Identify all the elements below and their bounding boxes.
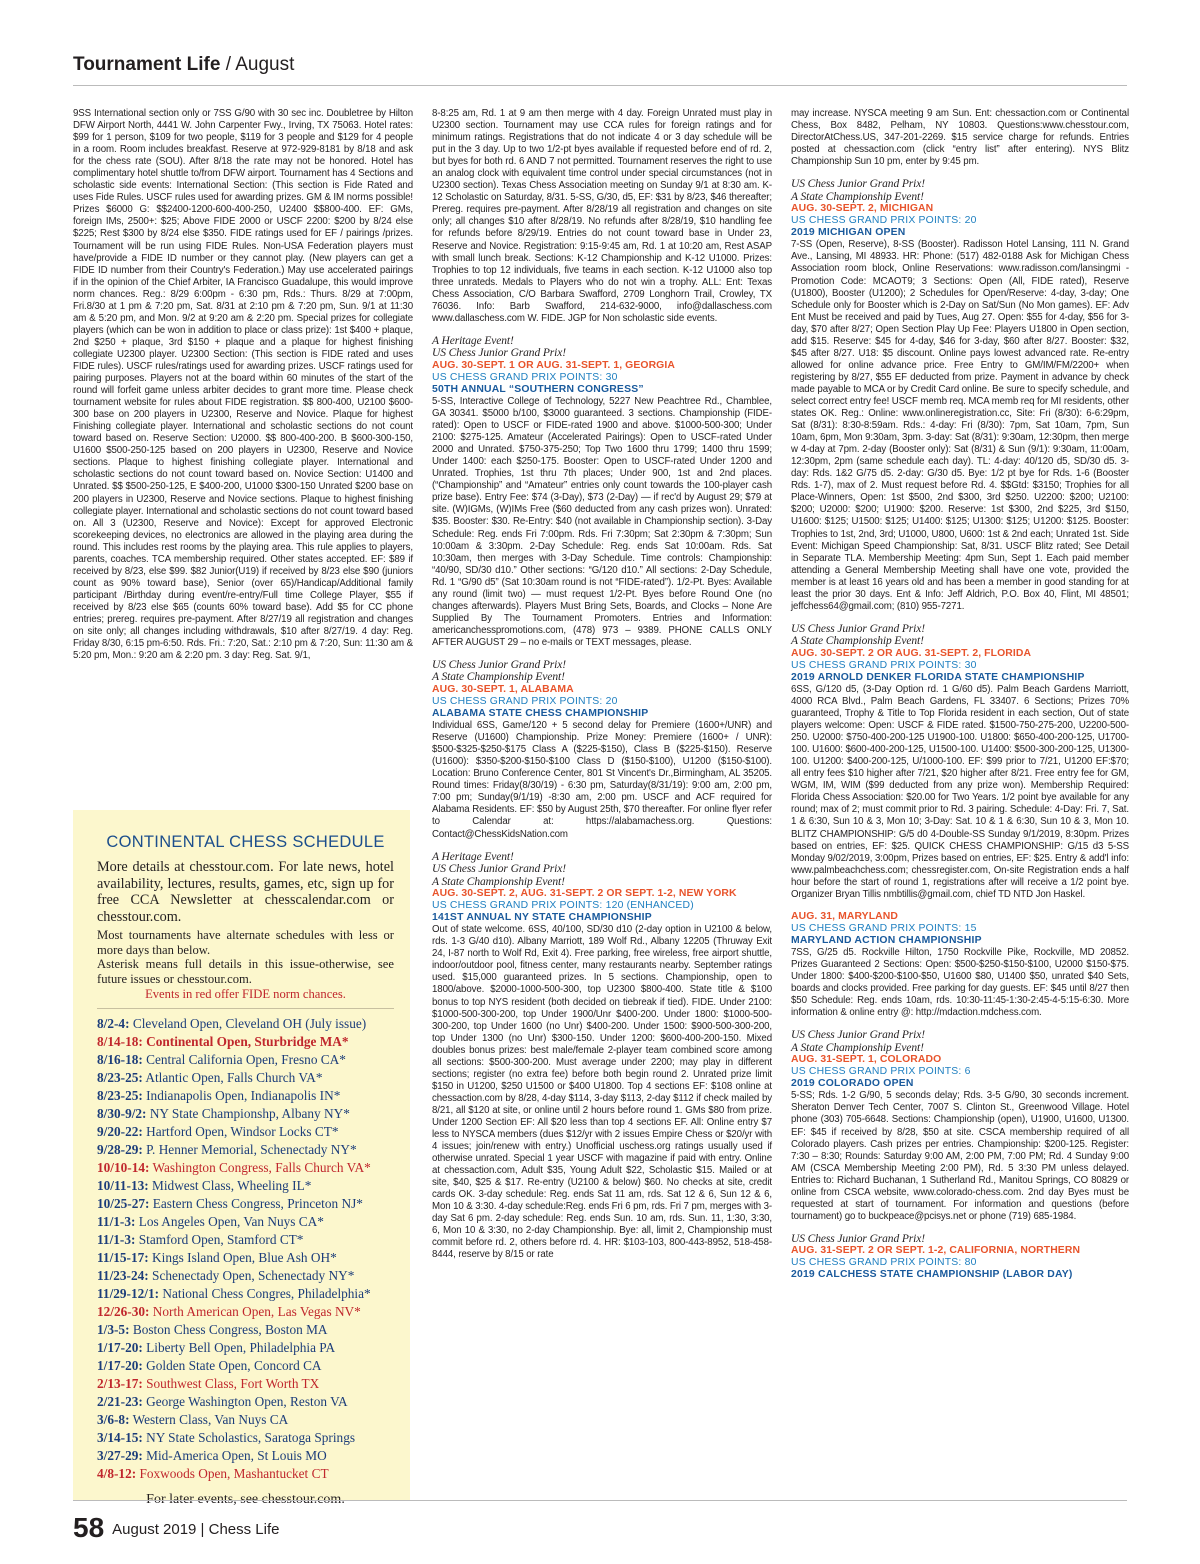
event-name: 2019 COLORADO OPEN: [791, 1078, 914, 1090]
schedule-item-date: 8/14-18:: [97, 1034, 143, 1049]
schedule-item-event: Atlantic Open, Falls Church VA*: [142, 1070, 323, 1085]
schedule-item: [97, 1393, 394, 1411]
schedule-item: [97, 1231, 394, 1249]
schedule-item-event: Boston Chess Congress, Boston MA: [129, 1322, 328, 1337]
schedule-item-event: Golden State Open, Concord CA: [142, 1358, 322, 1373]
schedule-title: CONTINENTAL CHESS SCHEDULE: [106, 833, 385, 851]
schedule-item: [97, 1051, 394, 1069]
schedule-item: [97, 1015, 394, 1033]
schedule-item: [97, 1033, 394, 1051]
grand-prix-points: US CHESS GRAND PRIX POINTS: 30: [432, 371, 618, 383]
event-name: 2019 ARNOLD DENKER FLORIDA STATE CHAMPIONSHIP: [791, 671, 1085, 683]
schedule-item-event: Stamford Open, Stamford CT*: [135, 1232, 304, 1247]
schedule-item-event: Washington Congress, Falls Church VA*: [149, 1160, 371, 1175]
schedule-item-date: 8/23-25:: [97, 1088, 143, 1103]
schedule-item: [97, 1069, 394, 1087]
schedule-item-event: Schenectady Open, Schenectady NY*: [148, 1268, 355, 1283]
schedule-item-date: 3/14-15:: [97, 1430, 143, 1445]
schedule-item-date: 11/1-3:: [97, 1214, 136, 1229]
event-date: AUG. 30-SEPT. 1, ALABAMA: [432, 683, 574, 695]
grand-prix-points: US CHESS GRAND PRIX POINTS: 20: [432, 696, 618, 708]
event-details: Individual 6SS, Game/120 + 5 second delay for Premiere (1600+/UNR) and Reserve (U1600) Championship. Prize Money: Premiere (1600+ / UNR): $500-$325-$250-$175 Class A ($225-$150), Class B ($225-$150). Reserve (U1600): $350-$200-$150-$100 Class D ($150-$100), U1200 ($150-$100). Location: Bruno Conference Center, 801 St Vincent's Dr.,Birmingham, AL 35205. Round times: Friday(8/30/19) - 6:30 pm, Saturday(8/31/19): 9:00 am, 2:00 pm, 7:00 pm; Sunday(9/1/19) -8:30 am, 2:00 pm. USCF and ACF required for Alabama Residents. EF: $50 by August 25th, $70 thereafter. For online flyer refer to Calendar at: https://alabamachess.org. Questions: Contact@ChessKidsNation.com: [432, 720, 772, 840]
tournament-listing: [791, 911, 1129, 1019]
schedule-item-event: Mid-America Open, St Louis MO: [142, 1448, 327, 1463]
section-title: Tournament Life: [73, 54, 221, 75]
schedule-item: [97, 1465, 394, 1483]
grand-prix-points: US CHESS GRAND PRIX POINTS: 80: [791, 1257, 977, 1269]
schedule-item: [97, 1141, 394, 1159]
column-2: [432, 108, 772, 1261]
tournament-listing: [432, 851, 772, 1262]
schedule-item: [97, 1213, 394, 1231]
schedule-item: [97, 1357, 394, 1375]
event-name: 2019 MICHIGAN OPEN: [791, 227, 906, 239]
schedule-item: [97, 1195, 394, 1213]
schedule-item-date: 1/17-20:: [97, 1358, 143, 1373]
schedule-item-date: 10/10-14:: [97, 1160, 150, 1175]
page-number: 58: [73, 1512, 105, 1543]
event-tag: US Chess Junior Grand Prix!: [791, 178, 926, 191]
tournament-listing: [791, 1029, 1129, 1223]
schedule-item-event: NY State Scholastics, Saratoga Springs: [142, 1430, 356, 1445]
event-details: 7-SS (Open, Reserve), 8-SS (Booster). Radisson Hotel Lansing, 111 N. Grand Ave., Lansing, MI 48933. HR: Phone: (517) 482-0188 Ask for Michigan Chess Association room block, Online Reservations: www.radisson.com/lansingmi - Promotion Code: MCAOT9; 3 Sections: Open (All, FIDE rated), Reserve (U1800), Booster (U1200); 2 Schedules for Open/Reserve: 4-day, 3-day; One Schedule only for Booster which is 2-Day on Sat/Sun (No Mon games). EF: Adv Ent Must be received and paid by Tues, Aug 27. Open: $55 for 4-day, $56 for 3-day, $70 after 8/27; Open Section Play Up Fee: Players U1800 in Open section, add $15. Reserve: $45 for 4-day, $46 for 3-day, $60 after 8/27. Booster: $32, $45 after 8/27. U18: $5 discount. Online pays lowest advanced rate. Re-entry allowed for online advance price. Free Entry to GM/IM/FM/2200+ when registering by 8/27, $55 EF deducted from prize. Payment in advance by check made payable to MCA or by Credit Card online. Be sure to specify schedule, and select correct entry fee! USCF memb req. MCA memb req for MI residents, other states OK. Reg.: Online: www.onlineregistration.cc, Site: Fri (8/30): 6-6:29pm, Sat (8/31): 8:30-8:59am. Rds.: 4-day: Fri (8/30): 7pm, Sat 10am, 7pm, Sun 10am, 6pm, Mon 9:30am, 3pm. 3-day: Sat (8/31): 9:30am, 12:30pm, then merge w 4-day at 7pm. 2-day (Booster only): Sat (8/31) & Sun (9/1): 9:30am, 11:00am, 12:30pm, 2pm (same schedule each day). TL: 4-day: 40/120 d5, SD/30 d5. 3-day: Rds. 1&2 G/75 d5. 2-day: G/30 d5. Bye: 1/2 pt bye for Rds. 1-6 (Booster Rds. 1-7), max of 2. Must request before Rd. 4. $$Gtd: $3150; Trophies for all Place-Winners, Open: 1st $500, 2nd $300, 3rd $250. U2200: $200; U2100: $200; U2000: $200; U1900: $200. Reserve: 1st $300, 2nd $225, 3rd $150, U1600: $125; U1500: $125; U1400: $125; U1300: $125; U1200: $125. Booster: Trophies to 1st, 2nd, 3rd; U1000, U800, U600: 1st & 2nd each; Unrated 1st. Side Event: Michigan Speed Championship: Sat, 8/31. USCF Blitz rated; See Detail in Separate TLA. Membership Meeting: 4pm Sun, Sept 1. Each paid member attending a General Membership Meeting shall have one vote, provided the member is at least 16 years old and has been a member in good standing for at least the prior 30 days. Ent & Info: Jeff Aldrich, P.O. Box 40, Flint, MI 48501; jeffchess64@gmail.com; (810) 955-7271.: [791, 239, 1130, 612]
event-date: AUG. 31-SEPT. 2 OR SEPT. 1-2, CALIFORNIA, NORTHERN: [791, 1245, 1081, 1257]
tournament-listing: [791, 1233, 1129, 1282]
schedule-list: [97, 1015, 394, 1483]
tournament-listing: [432, 659, 772, 841]
event-tag: A State Championship Event!: [791, 190, 924, 203]
event-details: 6SS, G/120 d5, (3-Day Option rd. 1 G/60 d5). Palm Beach Gardens Marriott, 4000 RCA Blvd., Palm Beach Gardens, FL 33407. 6 Sections; Prizes 70% guaranteed, Trophy & Title to Top Florida resident in each section, Out of state players welcome: Open: USCF & FIDE rated. $1500-750-275-200, U2200-500-250. U2000: $750-400-200-125 U1900-100. U1800: $650-400-200-125, U1700-100. U1600: $600-400-200-125, U1500-100. U1400: $500-300-200-125, U1300-100. U1200: $400-200-125, U/1000-100. EF: $99 prior to 7/21, U1200 EF:$70; all entry fees $10 higher after 7/21, $20 higher after 8/21. Free entry fee for GM, WGM, IM, WIM ($99 deducted from any prize won). Membership Required: Florida Chess Association: $20.00 for Two Years. 1/2 point bye available for any round; max of 2; must commit prior to Rd. 3 pairing. Schedule: 4-Day: Fri. 7, Sat. 1 & 6:30, Sun 10 & 3, Mon 10; 3-Day: Sat. 10 & 1 & 6:30, Sun 10 & 3, Mon 10. BLITZ CHAMPIONSHIP: G/5 d0 4-Double-SS Sunday 9/1/2019, 8:30pm. Prizes based on entries, EF: $25. QUICK CHESS CHAMPIONSHIP: G/15 d3 5-SS Monday 9/02/2019, 3:00pm, Prizes based on entries, EF: $25. Entry & add'l info: www.palmbeachchess.com; chessregister.com, On-site Registration ends a half hour before the start of round 1, registrations after will receive a 1/2 point bye. Organizer Bryan Tillis nmbtillis@gmail.com, chief TD NTD Jon Haskel.: [791, 683, 1129, 900]
schedule-item-event: Hartford Open, Windsor Locks CT*: [142, 1124, 339, 1139]
texas-event-continuation: 9SS International section only or 7SS G/90 with 30 sec inc. Doubletree by Hilton DFW Airport North, 4441 W. John Carpenter Fwy., Irving, TX 75063. Hotel rates: $99 for 1 person, $109 for two people, $119 for 3 people and $129 for 4 people in a room. Room includes breakfast. Reserve at 972-929-8181 by 8/18 and ask for the chess rate (SOU). After 8/18 the rate may not be honored. Hotel has complimentary hotel shuttle to/from DFW airport. Tournament has 4 Sections and scholastic side events: International Section: (This section is Fide Rated and uses Fide Rules. USCF rules used for awarding prizes. GM & IM norms possible! Prizes $6000 G: $$2400-1200-600-400-250, U2400 $$800-400. EF: GMs, foreign IMs, 2500+: $25; Above FIDE 2000 or USCF 2200: $200 by 8/24 else $225; Rest $300 by 8/24 else $350. FIDE ratings used for EF / pairings /prizes. Tournament will be run using FIDE Rules. Non-USA Federation players must have/provide a FIDE ID number or they cannot play. (New players can get a FIDE ID number from their Country's Federation.) May use accelerated pairings if in the opinion of the Chief Arbiter, IA Francisco Guadalupe, this would improve norm chances. Reg.: 8/29 6:00pm - 6:30 pm, Rds.: Thurs. 8/29 at 7:00pm, Fri.8/30 at 1 pm & 7:20 pm, Sat. 8/31 at 2:10 pm & 7:20 pm, Sun. 9/1 at 11:30 am & 5:20 pm, and Mon. 9/2 at 9:20 am & 2:20 pm. Special prizes for collegiate players (which can be won in addition to place or class prize): 1st $400 + plaque, 2nd $250 + plaque, 3rd $150 + plaque and a plaque for highest finishing collegiate U2300 player. U2300 Section: (This section is FIDE rated and uses FIDE rules). USCF rules/ratings used for awarding prizes. USCF ratings used for pairing purposes. Players not at the board within 60 minutes of the start of the round will forfeit game unless arbiter decides to grant more time. Please check tournament website for rules about FIDE registration. $$ 800-400, U2100 $600-300 base on 200 players in U2300, Reserve and Novice. Plaque for highest Finishing collegiate player. International and scholastic sections do not count toward based on. Reserve Section: U2000. $$ 800-400-200. B $600-300-150, U1600 $500-250-125 based on 200 players in U2300, Reserve and Novice sections. Plaque to highest finishing collegiate player. International and scholastic sections do not count toward based on. Novice Section: U1400 and Unrated. $$ $500-250-125, E $400-200, U1000 $300-150 Unrated $200 base on 200 players in U2300, Reserve and Novice sections. Plaque to highest finishing collegiate player. International and scholastic sections do not count toward based on. All 3 (U2300, Reserve and Novice): Except for approved Electronic scorekeeping devices, no electronics are allowed in the playing area during the round. This includes rest rooms by the playing area. This rule applies to players, parents, coaches. TCA membership required. Other states accepted. EF: $89 if received by 8/23, else $99. $82 Junior(U19) if received by 8/23 else $90 (juniors count as 90% toward base), Senior (over 65)/Handicap/Additional family participant /Birthday during event/re-entry/Full time College Player, $55 if received by 8/23 else $65 (counts 60% toward base). Add $5 for CC phone entries; prereg. requires pre-payment. After 8/27/19 all registration and changes on site only; all changes including withdrawals, $10 after 8/27/19. 4 day: Reg. Friday 8/30, 6:15 pm-6:50. Rds. Fri.: 7:20, Sat.: 2:10 pm & 7:20, Sun: 11:30 am & 5:20 pm, Mon.: 9:20 am & 2:20 pm. 3 day: Reg. Sat. 9/1,: [73, 108, 413, 662]
event-tag: A Heritage Event!: [432, 850, 514, 863]
schedule-item-event: Kings Island Open, Blue Ash OH*: [148, 1250, 337, 1265]
schedule-item-date: 8/30-9/2:: [97, 1106, 147, 1121]
schedule-item-date: 9/20-22:: [97, 1124, 143, 1139]
schedule-item-date: 9/28-29:: [97, 1142, 143, 1157]
column-1: [73, 108, 413, 808]
header-rule: [73, 85, 1127, 86]
schedule-note-fide: Events in red offer FIDE norm chances.: [145, 987, 346, 1001]
event-tag: A State Championship Event!: [432, 671, 565, 684]
schedule-item-date: 8/23-25:: [97, 1070, 143, 1085]
schedule-item-date: 2/21-23:: [97, 1394, 143, 1409]
schedule-item-date: 2/13-17:: [97, 1376, 143, 1391]
event-tag: US Chess Junior Grand Prix!: [432, 658, 567, 671]
schedule-item-date: 11/29-12/1:: [97, 1286, 160, 1301]
event-date: AUG. 30-SEPT. 2, MICHIGAN: [791, 203, 934, 215]
schedule-item: [97, 1339, 394, 1357]
col2-event-list: [432, 335, 772, 1262]
schedule-item-event: NY State Championshp, Albany NY*: [146, 1106, 350, 1121]
schedule-item: [97, 1303, 394, 1321]
schedule-item-date: 11/23-24:: [97, 1268, 149, 1283]
event-name: ALABAMA STATE CHESS CHAMPIONSHIP: [432, 708, 649, 720]
schedule-item: [97, 1087, 394, 1105]
schedule-item-date: 3/27-29:: [97, 1448, 143, 1463]
schedule-item-date: 10/25-27:: [97, 1196, 150, 1211]
schedule-item: [97, 1249, 394, 1267]
schedule-item-date: 1/3-5:: [97, 1322, 130, 1337]
event-tag: A State Championship Event!: [432, 875, 565, 888]
schedule-item-event: Cleveland Open, Cleveland OH (July issue): [129, 1016, 367, 1031]
schedule-intro: More details at chesstour.com. For late news, hotel availability, lectures, results, games, etc, sign up for free CCA Newsletter at chesscalendar.com or chesstour.com.: [97, 859, 394, 925]
schedule-item-event: Central California Open, Fresno CA*: [142, 1052, 346, 1067]
schedule-item-event: Southwest Class, Fort Worth TX: [142, 1376, 320, 1391]
event-date: AUG. 31, MARYLAND: [791, 910, 898, 922]
grand-prix-points: US CHESS GRAND PRIX POINTS: 20: [791, 215, 977, 227]
schedule-item: [97, 1285, 394, 1303]
footer-rule: [73, 1500, 1127, 1501]
schedule-item-date: 11/15-17:: [97, 1250, 149, 1265]
schedule-item-date: 10/11-13:: [97, 1178, 149, 1193]
page-header: [73, 54, 294, 76]
schedule-item-event: Continental Open, Sturbridge MA*: [142, 1034, 349, 1049]
event-tag: A State Championship Event!: [791, 1041, 924, 1054]
col3-intro: may increase. NYSCA meeting 9 am Sun. Ent: chessaction.com or Continental Chess, Box 8482, Pelham, NY 10803. Questions:www.chesstour.com, DirectorAtChess.US, 347-201-2269. $15 service charge for refunds. Entries posted at chessaction.com (click “entry list” after entering). NYS Blitz Championship Sun 10 pm, enter by 9:45 pm.: [791, 108, 1129, 168]
schedule-item: [97, 1267, 394, 1285]
schedule-item-date: 1/17-20:: [97, 1340, 143, 1355]
event-details: 5-SS, Interactive College of Technology, 5227 New Peachtree Rd., Chamblee, GA 30341. $5000 b/100, $3000 guaranteed. 3 sections. Championship (FIDE-rated): Open to USCF or FIDE-rated 1900 and above. $1000-500-300; Under 2100: $275-125. Amateur (Accelerated Pairings): Open to USCF-rated Under 2000 and Unrated. $750-375-250; Top Two 1600 thru 1799; 1400 thru 1599; Under 1400: each $250-175. Booster: Open to USCF-rated Under 1200 and Unrated. Trophies, 1st thru 7th places; Under 900, 1st and 2nd places. (“Championship” and “Amateur” entries only count towards the 100-player cash prize base). Entry Fee: $74 (3-Day), $73 (2-Day) — if rec'd by August 29; $79 at site. (W)IGMs, (W)IMs Free ($60 deducted from any cash prizes won). Unrated: $35. Booster: $30. Re-Entry: $40 (not available in Championship section). 3-Day Schedule: Reg. ends Fri 7:00pm. Rds. Fri 7:30pm; Sat 2:30pm & 7:30pm; Sun 10:00am & 3:30pm. 2-Day Schedule: Reg. ends Sat 10:00am. Rds. Sat 10:30am, then merges with 3-Day Schedule. Time controls: Championship: “40/90, SD/30 d10.” Other sections: “G/120 d10.” All sections: 2-Day Schedule, Rd. 1 “G/90 d5” (Sat 10:30am round is not “FIDE-rated”). 1/2-Pt. Byes: Available any round (limit two) — must request 1/2-Pt. Byes before Round One (no changes afterwards). Players Must Bring Sets, Boards, and Clocks – None Are Supplied By The Tournament Promoters. Entries and Information: americanchesspromotions.com, (478) 973 – 9389. PHONE CALLS ONLY AFTER AUGUST 29 – no e-mails or TEXT messages, please.: [432, 395, 772, 648]
schedule-item-event: Indianapolis Open, Indianapolis IN*: [142, 1088, 341, 1103]
column-3: [791, 108, 1130, 1281]
event-name: 50TH ANNUAL “SOUTHERN CONGRESS”: [432, 383, 644, 395]
schedule-item: [97, 1105, 394, 1123]
event-tag: US Chess Junior Grand Prix!: [432, 347, 567, 360]
event-tag: US Chess Junior Grand Prix!: [791, 622, 926, 635]
grand-prix-points: US CHESS GRAND PRIX POINTS: 15: [791, 922, 977, 934]
header-slash: /: [220, 54, 236, 75]
event-date: AUG. 30-SEPT. 2, AUG. 31-SEPT. 2 OR SEPT. 1-2, NEW YORK: [432, 888, 737, 900]
schedule-item: [97, 1177, 394, 1195]
event-name: 141ST ANNUAL NY STATE CHAMPIONSHIP: [432, 912, 652, 924]
schedule-item: [97, 1375, 394, 1393]
tournament-listing: [432, 335, 772, 649]
event-details: Out of state welcome. 6SS, 40/100, SD/30 d10 (2-day option in U2100 & below, rds. 1-3 G/40 d10). Albany Marriott, 189 Wolf Rd., Albany 12205 (Thruway Exit 24, I-87 north to Wolf Rd, Exit 4). Free parking, free wireless, free airport shuttle, indoor/outdoor pool, fitness center, many restaurants nearby. September ratings used. $15,000 guaranteed prizes. In 5 sections. Championship, open to 1800/above. $2000-1000-500-300, top U2300 $800-400. State title & $100 bonus to top NYS resident (both decided on tiebreak if tied). FIDE. Under 2100: $1000-500-300-200, top Under 1900/Unr $400-200. Under 1800: $1000-500-300-200, top Under 1600 (no Unr) $400-200. Under 1500: $900-500-300-200, top Under 1300 (no Unr) $300-150. Under 1200: $600-400-200-150. Mixed doubles bonus prizes: best male/female 2-player team combined score among all sections: $500-300-200. Must average under 2200; may play in different sections; register (no extra fee) before both begin round 2. Unrated prize limit $150 in U1200, $250 U1500 or $400 U1800. Top 4 sections EF: $108 online at chessaction.com by 8/28, 4-day $114, 3-day $113, 2-day $112 if check mailed by 8/21, all $120 at site, or online until 2 hours before round 1. GMs $80 from prize. Under 1200 Section EF: All $20 less than top 4 sections EF. All: Online entry $7 less to NYSCA members (dues $12/yr with 2 issues Empire Chess or $20/yr with 4 issues; join/renew with entry.) Unofficial uschess.org ratings usually used if otherwise unrated. Special 1 year USCF with magazine if paid with entry. Online at chessaction.com, Adult $35, Young Adult $22, Scholastic $15. Mailed or at site, $40, $25 & $17. Re-entry (U2100 & below) $60. No checks at site, credit cards OK. 3-day schedule: Reg. ends Sat 11 am, rds. Sat 12 & 6, Sun 12 & 6, Mon 10 & 3:30. 4-day schedule:Reg. ends Fri 6 pm, rds. Fri 7 pm, merges with 3-day Sat 6 pm. 2-day schedule: Reg. ends Sun. 10 am, rds. Sun. 11, 1:30, 3:30, 6, Mon 10 & 3:30, no 2-day Championship. Bye: all, limit 2, Championship must commit before rd. 2, others before rd. 4. HR: $103-103, 800-443-8952, 518-458-8444, reserve by 8/15 or rate: [432, 924, 772, 1261]
schedule-footer: For later events, see chesstour.com.: [146, 1492, 345, 1507]
schedule-item-date: 4/8-12:: [97, 1466, 137, 1481]
schedule-item-event: Eastern Chess Congress, Princeton NJ*: [149, 1196, 363, 1211]
schedule-item-event: Foxwoods Open, Mashantucket CT: [136, 1466, 329, 1481]
schedule-item: [97, 1447, 394, 1465]
schedule-item: [97, 1411, 394, 1429]
schedule-item-date: 8/16-18:: [97, 1052, 143, 1067]
grand-prix-points: US CHESS GRAND PRIX POINTS: 120 (ENHANCED): [432, 900, 694, 912]
event-tag: A Heritage Event!: [432, 334, 514, 347]
continental-chess-schedule: [73, 810, 410, 1507]
grand-prix-points: US CHESS GRAND PRIX POINTS: 30: [791, 659, 977, 671]
schedule-item-event: P. Henner Memorial, Schenectady NY*: [142, 1142, 357, 1157]
col2-intro: 8-8:25 am, Rd. 1 at 9 am then merge with 4 day. Foreign Unrated must play in U2300 section. Tournament may use CCA rules for foreign ratings and for minimum ratings. Registrations that do not indicate 4 or 3 day schedule will be put in the 3 day. Up to two 1/2-pt byes available if requested before end of rd. 2, but byes for both rd. 6 AND 7 not permitted. Tournament reserves the right to use an analog clock with equivalent time control under special circumstances (not in U2300 section). Texas Chess Association meeting on Sunday 9/1 at 8:30 am. K-12 Scholastic on Saturday, 8/31. 5-SS, G/30, d5, EF: $31 by 8/23, $46 thereafter; Prereg. requires pre-payment. After 8/28/19 all registration and changes on site only; all changes $10 after 8/28/19. No refunds after 8/28/19, $10 handling fee for refunds before 8/29/19. Entries do not count toward base in Under 23, Reserve and Novice. Registration: 9:15-9:45 am, Rd. 1 at 10:20 am, Rest ASAP with small lunch break. Sections: K-12 Championship and K-12 U1000. Prizes: Trophies to top 12 individuals, five teams in each section. K-12 U1000 also top three unrateds. Medals to Players who do not win a trophy. ALL: Ent: Texas Chess Association, C/O Barbara Swafford, 2709 Longhorn Trail, Crowley, TX 76036. Info: Barb Swafford, 214-632-9000, info@dallaschess.com www.dallaschess.com W. FIDE. JGP for Non scholastic side events.: [432, 108, 772, 324]
schedule-note-asterisk: Asterisk means full details in this issue-otherwise, see future issues or chesstour.com.: [97, 957, 394, 986]
schedule-item-event: Western Class, Van Nuys CA: [129, 1412, 289, 1427]
tournament-listing: [791, 623, 1129, 901]
event-tag: US Chess Junior Grand Prix!: [791, 1029, 926, 1042]
schedule-item: [97, 1123, 394, 1141]
event-tag: A State Championship Event!: [791, 635, 924, 648]
event-name: MARYLAND ACTION CHAMPIONSHIP: [791, 934, 982, 946]
schedule-item-event: National Chess Congres, Philadelphia*: [159, 1286, 371, 1301]
event-tag: US Chess Junior Grand Prix!: [791, 1232, 926, 1245]
schedule-item-date: 8/2-4:: [97, 1016, 130, 1031]
schedule-item-event: Midwest Class, Wheeling IL*: [148, 1178, 312, 1193]
schedule-item-event: Liberty Bell Open, Philadelphia PA: [142, 1340, 336, 1355]
tournament-listing: [791, 178, 1129, 613]
col3-event-list: [791, 178, 1129, 1281]
event-name: 2019 CALCHESS STATE CHAMPIONSHIP (LABOR DAY): [791, 1269, 1073, 1281]
schedule-item-date: 12/26-30:: [97, 1304, 150, 1319]
schedule-item-event: George Washington Open, Reston VA: [142, 1394, 348, 1409]
header-month: August: [235, 54, 295, 75]
event-details: 5-SS; Rds. 1-2 G/90, 5 seconds delay; Rds. 3-5 G/90, 30 seconds increment. Sheraton Denver Tech Center, 7007 S. Clinton St., Greenwood Village. Hotel phone (303) 705-6648. Sections: Championship (open), U1900, U1600, U1300. EF: $45 if received by 8/28, $50 at site. CSCA membership required of all Colorado players. Cash prizes per entries. Championship: $200-125. Register: 7:30 – 8:30; Rounds: Saturday 9:00 AM, 2:00 PM, 7:00 PM; Rd. 4 Sunday 9:00 AM (CSCA Membership Meeting 2:00 PM), Rd. 5 3:30 PM unless delayed. Entries to: Richard Buchanan, 1 Sutherland Rd., Manitou Springs, CO 80829 or online from CSCA website, www.colorado-chess.com. 2nd day Byes must be requested at start of tournament. For information and questions (before tournament) go to buckpeace@pcisys.net or phone (719) 685-1984.: [791, 1090, 1129, 1222]
event-tag: US Chess Junior Grand Prix!: [432, 863, 567, 876]
schedule-item-event: North American Open, Las Vegas NV*: [149, 1304, 361, 1319]
schedule-item: [97, 1159, 394, 1177]
schedule-item-event: Los Angeles Open, Van Nuys CA*: [135, 1214, 324, 1229]
event-details: 7SS, G/25 d5. Rockville Hilton, 1750 Rockville Pike, Rockville, MD 20852. Prizes Guaranteed 2 Sections: Open: $500-$250-$150-$100, U2000 $150-$75. Under 1800: $400-$200-$100-$50, U1600 $80, U1400 $50, unrated $40 Sets, boards and clocks provided. Free parking for day guests. EF: $45 until 8/27 then $50 Schedule: Reg. ends 10am, rds. 10:30-11:45-1:30-2:45-4-5:15-6:30. More information & online entry @: http://mdaction.mdchess.com.: [791, 946, 1129, 1019]
schedule-item-date: 3/6-8:: [97, 1412, 130, 1427]
schedule-item: [97, 1321, 394, 1339]
schedule-note-alternate: Most tournaments have alternate schedules with less or more days than below.: [97, 928, 394, 957]
footer-text: August 2019 | Chess Life: [112, 1521, 280, 1538]
event-date: AUG. 30-SEPT. 2 OR AUG. 31-SEPT. 2, FLORIDA: [791, 647, 1032, 659]
grand-prix-points: US CHESS GRAND PRIX POINTS: 6: [791, 1066, 971, 1078]
event-date: AUG. 30-SEPT. 1 OR AUG. 31-SEPT. 1, GEORGIA: [432, 359, 675, 371]
schedule-divider: [97, 1008, 394, 1009]
schedule-item: [97, 1429, 394, 1447]
event-date: AUG. 31-SEPT. 1, COLORADO: [791, 1054, 942, 1066]
schedule-item-date: 11/1-3:: [97, 1232, 136, 1247]
page-footer: [73, 1512, 280, 1544]
